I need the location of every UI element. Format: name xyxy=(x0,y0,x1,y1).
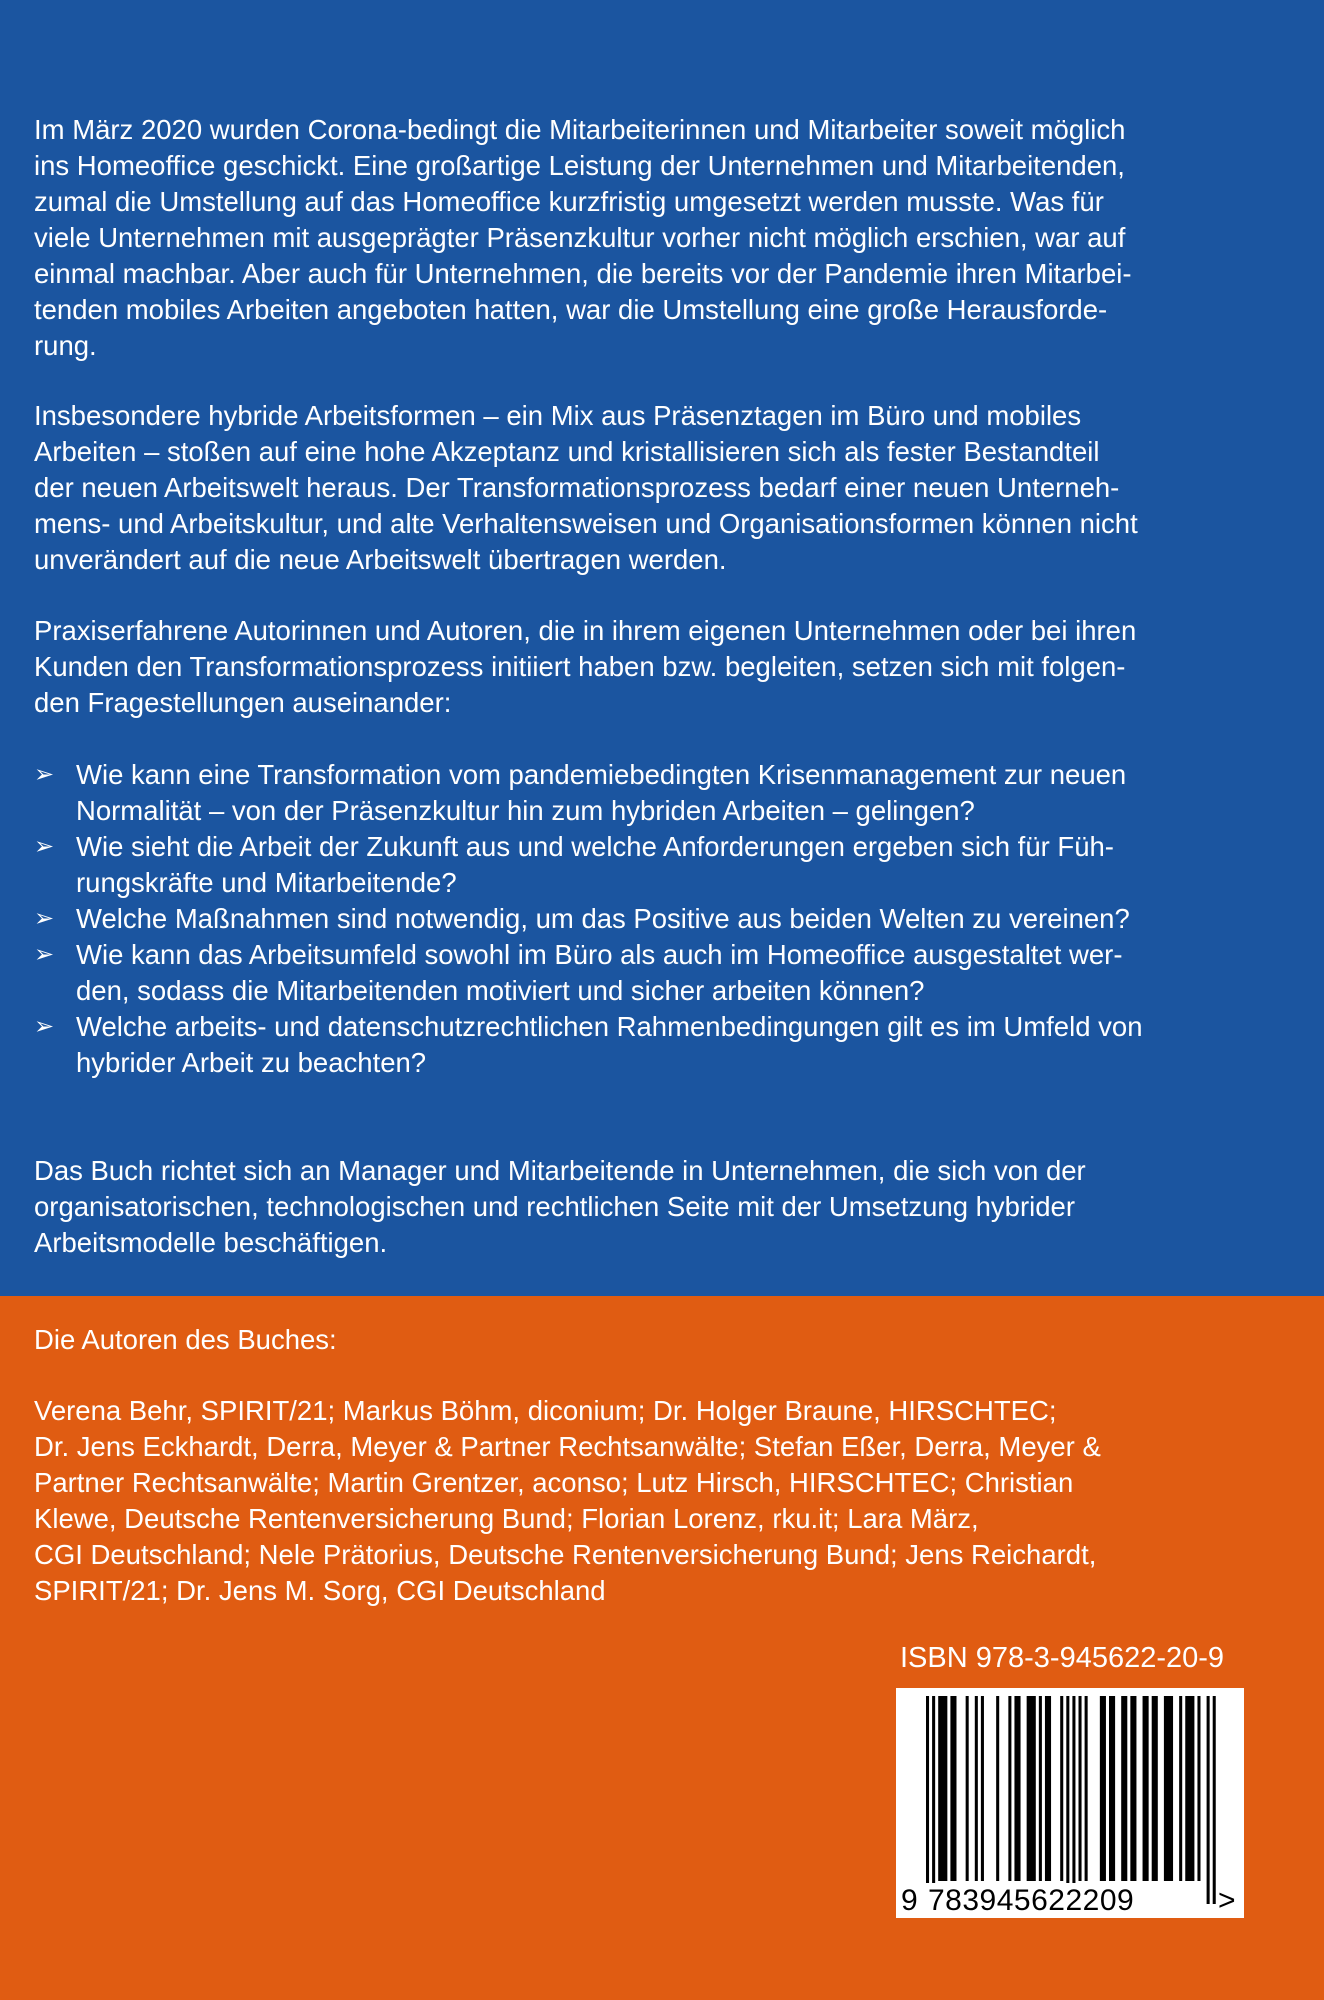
text-line: Die Autoren des Buches: xyxy=(34,1324,337,1355)
barcode-bar xyxy=(938,1696,947,1881)
barcode-bar xyxy=(1060,1696,1063,1881)
barcode-bar xyxy=(1121,1696,1127,1881)
barcode-bar xyxy=(1109,1696,1115,1881)
barcode-bar xyxy=(1072,1696,1075,1904)
list-item xyxy=(34,757,1274,829)
text-line: mens- und Arbeitskultur, und alte Verhaltensweisen und Organisationsformen können nicht xyxy=(34,508,1138,539)
authors-list xyxy=(34,1393,1234,1609)
text-line: Dr. Jens Eckhardt, Derra, Meyer & Partner Rechtsanwälte; Stefan Eßer, Derra, Meyer & xyxy=(34,1431,1101,1462)
barcode-bar xyxy=(1100,1696,1106,1881)
text-line: Insbesondere hybride Arbeitsformen – ein Mix aus Präsenztagen im Büro und mobiles xyxy=(34,400,1082,431)
authors-intro-paragraph xyxy=(34,613,1234,721)
text-line: Im März 2020 wurden Corona-bedingt die Mitarbeiterinnen und Mitarbeiter soweit möglich xyxy=(34,114,1126,145)
barcode-bar xyxy=(926,1696,929,1904)
barcode-bar xyxy=(996,1696,999,1881)
text-line: rung. xyxy=(34,330,97,361)
barcode-bar xyxy=(950,1696,956,1881)
barcode-bar xyxy=(1130,1696,1136,1881)
barcode-bar xyxy=(966,1696,969,1881)
barcode-bar xyxy=(1014,1696,1020,1881)
list-item xyxy=(34,829,1274,901)
barcode-bar xyxy=(1079,1696,1082,1881)
barcode-quiet-mark: > xyxy=(1218,1884,1236,1917)
text-line: Kunden den Transformationsprozess initiiert haben bzw. begleiten, setzen sich mit folgen- xyxy=(34,651,1126,682)
text-line: den, sodass die Mitarbeitenden motiviert und sicher arbeiten können? xyxy=(76,975,925,1006)
arrow-bullet-icon: ➢ xyxy=(34,833,55,860)
barcode-bar xyxy=(1143,1696,1149,1881)
barcode-bar xyxy=(1152,1696,1158,1881)
barcode-bar xyxy=(932,1696,935,1904)
barcode-bar xyxy=(1213,1696,1216,1904)
barcode-bar xyxy=(1027,1696,1036,1881)
text-line: Wie sieht die Arbeit der Zukunft aus und welche Anforderungen ergeben sich für Füh- xyxy=(76,831,1114,862)
text-line: ins Homeoffice geschickt. Eine großartige Leistung der Unternehmen und Mitarbeitenden, xyxy=(34,150,1125,181)
text-line: den Fragestellungen auseinander: xyxy=(34,687,452,718)
barcode-bar xyxy=(1085,1696,1088,1881)
question-list xyxy=(34,757,1274,1081)
hybrid-work-paragraph xyxy=(34,398,1234,578)
barcode-bar xyxy=(1164,1696,1173,1881)
text-line: Das Buch richtet sich an Manager und Mitarbeitende in Unternehmen, die sich von der xyxy=(34,1155,1086,1186)
list-item xyxy=(34,1009,1274,1081)
barcode-bar xyxy=(1066,1696,1069,1904)
barcode-number xyxy=(896,1883,1244,1918)
text-line: Verena Behr, SPIRIT/21; Markus Böhm, diconium; Dr. Holger Braune, HIRSCHTEC; xyxy=(34,1395,1057,1426)
intro-paragraph xyxy=(34,112,1234,364)
text-line: Wie kann das Arbeitsumfeld sowohl im Büro als auch im Homeoffice ausgestaltet wer- xyxy=(76,939,1123,970)
text-line: rungskräfte und Mitarbeitende? xyxy=(76,867,457,898)
barcode-bar xyxy=(1197,1696,1200,1881)
isbn-label: ISBN 978-3-945622-20-9 xyxy=(900,1642,1225,1674)
text-line: SPIRIT/21; Dr. Jens M. Sorg, CGI Deutschland xyxy=(34,1575,606,1606)
arrow-bullet-icon: ➢ xyxy=(34,905,55,932)
text-line: Arbeiten – stoßen auf eine hohe Akzeptanz und kristallisieren sich als fester Bestandteil xyxy=(34,436,1100,467)
text-line: Welche arbeits- und datenschutzrechtlichen Rahmenbedingungen gilt es im Umfeld von xyxy=(76,1011,1143,1042)
text-line: Arbeitsmodelle beschäftigen. xyxy=(34,1227,388,1258)
barcode-bar xyxy=(975,1696,978,1881)
text-line: zumal die Umstellung auf das Homeoffice kurzfristig umgesetzt werden musste. Was für xyxy=(34,186,1104,217)
barcode-bar xyxy=(981,1696,984,1881)
text-line: Klewe, Deutsche Rentenversicherung Bund; Florian Lorenz, rku.it; Lara März, xyxy=(34,1503,979,1534)
barcode xyxy=(896,1688,1244,1918)
text-line: unverändert auf die neue Arbeitswelt übertragen werden. xyxy=(34,544,727,575)
text-line: Partner Rechtsanwälte; Martin Grentzer, aconso; Lutz Hirsch, HIRSCHTEC; Christian xyxy=(34,1467,1074,1498)
barcode-digits: 783945622209 xyxy=(928,1884,1135,1917)
barcode-bar xyxy=(1008,1696,1011,1881)
text-line: Wie kann eine Transformation vom pandemiebedingten Krisenmanagement zur neuen xyxy=(76,759,1127,790)
text-line: organisatorischen, technologischen und rechtlichen Seite mit der Umsetzung hybrider xyxy=(34,1191,1075,1222)
list-item xyxy=(34,901,1274,937)
text-line: tenden mobiles Arbeiten angeboten hatten, war die Umstellung eine große Herausforde- xyxy=(34,294,1108,325)
text-line: der neuen Arbeitswelt heraus. Der Transformationsprozess bedarf einer neuen Unterneh- xyxy=(34,472,1120,503)
barcode-bar xyxy=(1039,1696,1042,1881)
text-line: einmal machbar. Aber auch für Unternehmen, die bereits vor der Pandemie ihren Mitarbei- xyxy=(34,258,1132,289)
barcode-bar xyxy=(1179,1696,1182,1881)
arrow-bullet-icon: ➢ xyxy=(34,761,55,788)
arrow-bullet-icon: ➢ xyxy=(34,1013,55,1040)
barcode-bar xyxy=(1045,1696,1051,1881)
barcode-bar xyxy=(1207,1696,1210,1904)
text-line: hybrider Arbeit zu beachten? xyxy=(76,1047,427,1078)
arrow-bullet-icon: ➢ xyxy=(34,941,55,968)
audience-paragraph xyxy=(34,1153,1234,1261)
text-line: viele Unternehmen mit ausgeprägter Präsenzkultur vorher nicht möglich erschien, war auf xyxy=(34,222,1126,253)
authors-heading xyxy=(34,1322,1234,1358)
text-line: Normalität – von der Präsenzkultur hin zum hybriden Arbeiten – gelingen? xyxy=(76,795,975,826)
text-line: CGI Deutschland; Nele Prätorius, Deutsche Rentenversicherung Bund; Jens Reichardt, xyxy=(34,1539,1097,1570)
barcode-bar xyxy=(1185,1696,1194,1881)
text-line: Welche Maßnahmen sind notwendig, um das Positive aus beiden Welten zu vereinen? xyxy=(76,903,1130,934)
text-line: Praxiserfahrene Autorinnen und Autoren, die in ihrem eigenen Unternehmen oder bei ihren xyxy=(34,615,1137,646)
barcode-lead-digit: 9 xyxy=(898,1883,921,1918)
list-item xyxy=(34,937,1274,1009)
